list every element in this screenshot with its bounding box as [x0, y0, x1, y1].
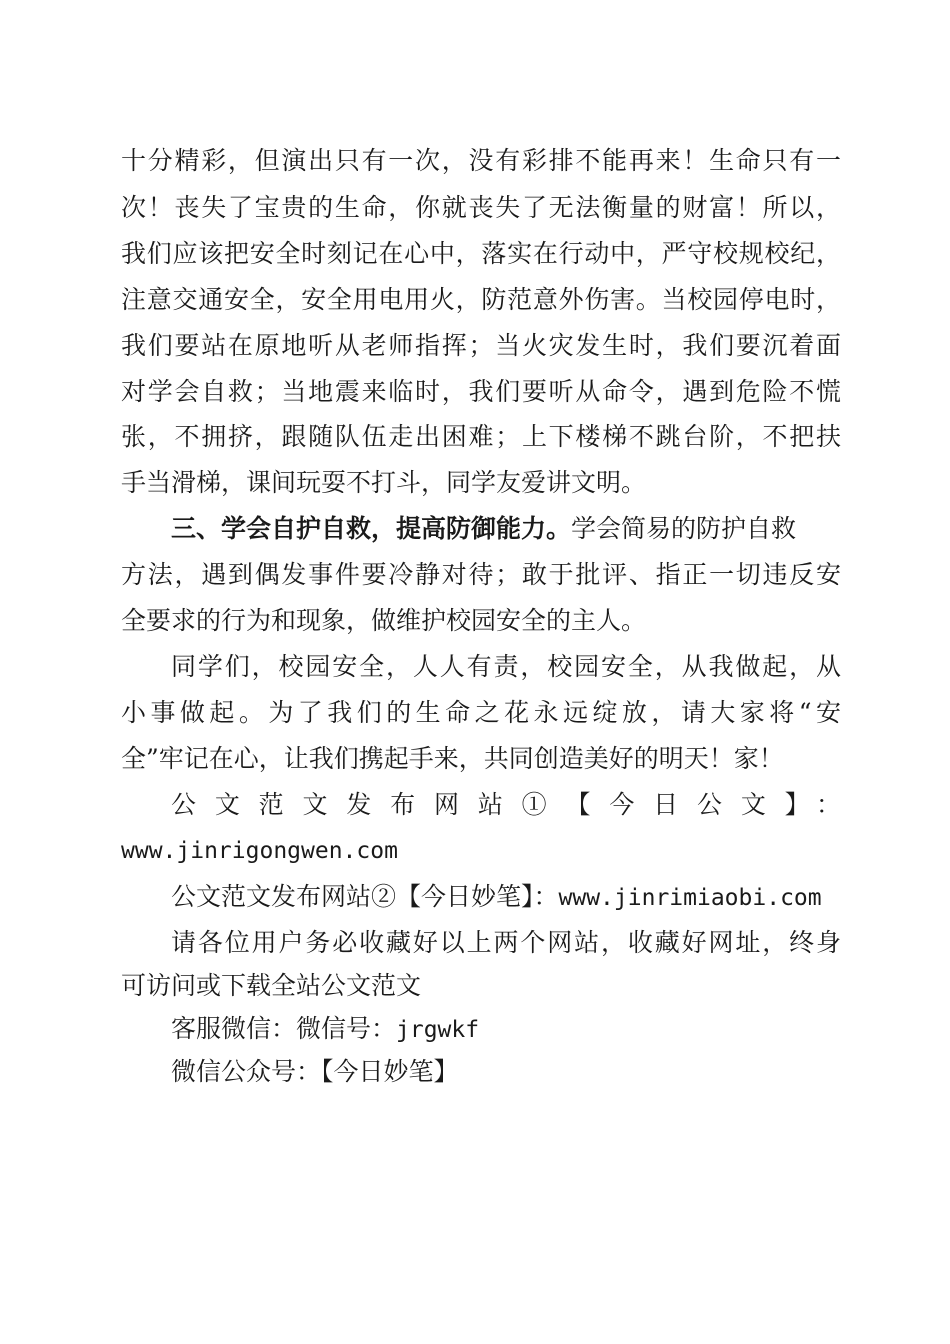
- public-account-line: 微信公众号：【今日妙笔】: [171, 1057, 459, 1086]
- site2-url-link[interactable]: www.jinrimiaobi.com: [558, 885, 822, 911]
- section-heading-line: [171, 513, 841, 545]
- paragraph-line: 全要求的行为和现象，做维护校园安全的主人。: [121, 606, 647, 635]
- wechat-id: jrgwkf: [396, 1017, 480, 1043]
- paragraph-line: 同学们，校园安全，人人有责，校园安全，从我做起，从: [171, 652, 841, 681]
- site2-line: [171, 881, 841, 914]
- paragraph-line: 手当滑梯，课间玩耍不打斗，同学友爱讲文明。: [121, 468, 647, 497]
- paragraph-line: 注意交通安全，安全用电用火，防范意外伤害。当校园停电时，: [121, 285, 841, 314]
- site1-url-link[interactable]: www.jinrigongwen.com: [121, 838, 398, 864]
- paragraph-line: 次！丧失了宝贵的生命，你就丧失了无法衡量的财富！所以，: [121, 193, 841, 222]
- section-heading: 三、学会自护自救，提高防御能力。: [171, 514, 572, 543]
- paragraph-line: 对学会自救；当地震来临时，我们要听从命令，遇到危险不慌: [121, 377, 841, 406]
- wechat-line: [171, 1013, 841, 1046]
- paragraph-line: 我们应该把安全时刻记在心中，落实在行动中，严守校规校纪，: [121, 239, 841, 268]
- notice-line: 可访问或下载全站公文范文: [121, 971, 422, 1000]
- notice-line: 请各位用户务必收藏好以上两个网站，收藏好网址，终身: [171, 928, 841, 957]
- wechat-label: 客服微信：微信号：: [171, 1014, 397, 1043]
- paragraph-line: 全”牢记在心，让我们携起手来，共同创造美好的明天！家！: [121, 744, 784, 773]
- paragraph-line: 小事做起。为了我们的生命之花永远绽放，请大家将“安: [121, 698, 841, 727]
- paragraph-line: 张，不拥挤，跟随队伍走出困难；上下楼梯不跳台阶，不把扶: [121, 422, 841, 451]
- paragraph-line: 十分精彩，但演出只有一次，没有彩排不能再来！生命只有一: [121, 146, 841, 175]
- section-heading-rest: 学会简易的防护自救: [571, 514, 797, 543]
- paragraph-line: 方法，遇到偶发事件要冷静对待；敢于批评、指正一切违反安: [121, 560, 841, 589]
- site1-label: 公文范文发布网站①【今日公文】：: [171, 790, 841, 819]
- paragraph-line: 我们要站在原地听从老师指挥；当火灾发生时，我们要沉着面: [121, 331, 841, 360]
- site2-label: 公文范文发布网站②【今日妙笔】：: [171, 882, 559, 911]
